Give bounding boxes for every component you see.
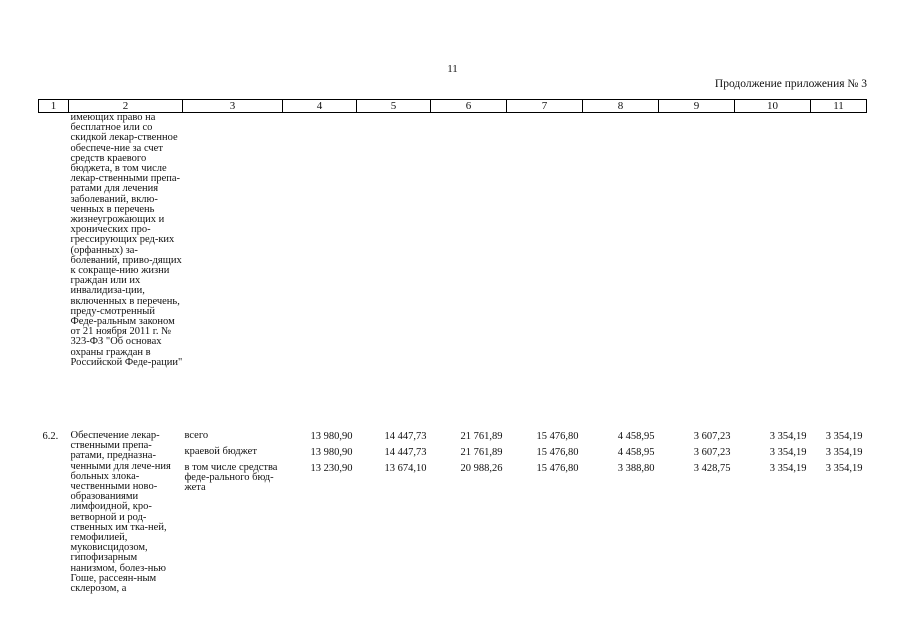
col-header: 3: [183, 100, 283, 113]
col-header: 9: [659, 100, 735, 113]
budget-table: [38, 99, 867, 603]
col-header: 6: [431, 100, 507, 113]
table-row: [39, 113, 867, 424]
value-cell: 13 980,90: [310, 431, 353, 442]
sub-label: всего: [184, 430, 209, 441]
value-cell: 21 761,89: [460, 431, 503, 442]
value-cell: 3 354,19: [825, 447, 863, 458]
value-cell: 3 428,75: [693, 463, 731, 474]
value-cell: 15 476,80: [536, 447, 579, 458]
value-cell: 15 476,80: [536, 431, 579, 442]
value-cell: 15 476,80: [536, 463, 579, 474]
col-header: 8: [583, 100, 659, 113]
value-cell: 20 988,26: [460, 463, 503, 474]
table-row: [39, 431, 867, 447]
value-cell: 13 230,90: [310, 463, 353, 474]
row-62-text: Обеспечение лекар-ственными препа-ратами, предназна-ченными для лече-ния больных злока-чественными ново-образованиями лимфоидной, кро-ветворной и род-ственных им тка-ней, гемофилией, муковисцидозом, гипофизарным нанизмом, болез-нью Гоше, рассеян-ным склерозом, а: [70, 430, 171, 595]
col-header: 11: [811, 100, 867, 113]
sub-label: краевой бюджет: [184, 446, 257, 457]
value-cell: 3 388,80: [617, 463, 655, 474]
value-cell: 3 607,23: [693, 431, 731, 442]
header-row: [39, 100, 867, 113]
value-cell: 14 447,73: [384, 431, 427, 442]
value-cell: 3 354,19: [769, 431, 807, 442]
value-cell: 21 761,89: [460, 447, 503, 458]
value-cell: 13 980,90: [310, 447, 353, 458]
col-header: 2: [69, 100, 183, 113]
page-number: 11: [447, 63, 458, 75]
row-number: 6.2.: [42, 431, 59, 442]
value-cell: 4 458,95: [617, 431, 655, 442]
continuation-title: Продолжение приложения № 3: [714, 78, 867, 90]
value-cell: 3 354,19: [769, 447, 807, 458]
value-cell: 3 354,19: [825, 463, 863, 474]
col-header: 7: [507, 100, 583, 113]
value-cell: 3 354,19: [769, 463, 807, 474]
row-prev-text: имеющих право на бесплатное или со скидкой лекар-ственное обеспече-ние за счет средств краевого бюджета, в том числе лекар-ственными препа-ратами для лечения заболеваний, вклю-ченных в перечень жизнеугрожающих и хронических про-грессирующих ред-ких (орфанных) за-болеваний, приво-дящих к сокраще-нию жизни граждан или их инвалидиза-ции, включенных в перечень, преду-смотренный Феде-ральным законом от 21 ноября 2011 г. № 323-ФЗ "Об основах охраны граждан в Российской Феде-рации": [70, 112, 183, 368]
value-cell: 4 458,95: [617, 447, 655, 458]
col-header: 4: [283, 100, 357, 113]
sub-label: в том числе средства феде-рального бюд-жета: [184, 462, 278, 494]
value-cell: 14 447,73: [384, 447, 427, 458]
value-cell: 3 607,23: [693, 447, 731, 458]
col-header: 1: [39, 100, 69, 113]
value-cell: 13 674,10: [384, 463, 427, 474]
col-header: 10: [735, 100, 811, 113]
col-header: 5: [357, 100, 431, 113]
value-cell: 3 354,19: [825, 431, 863, 442]
